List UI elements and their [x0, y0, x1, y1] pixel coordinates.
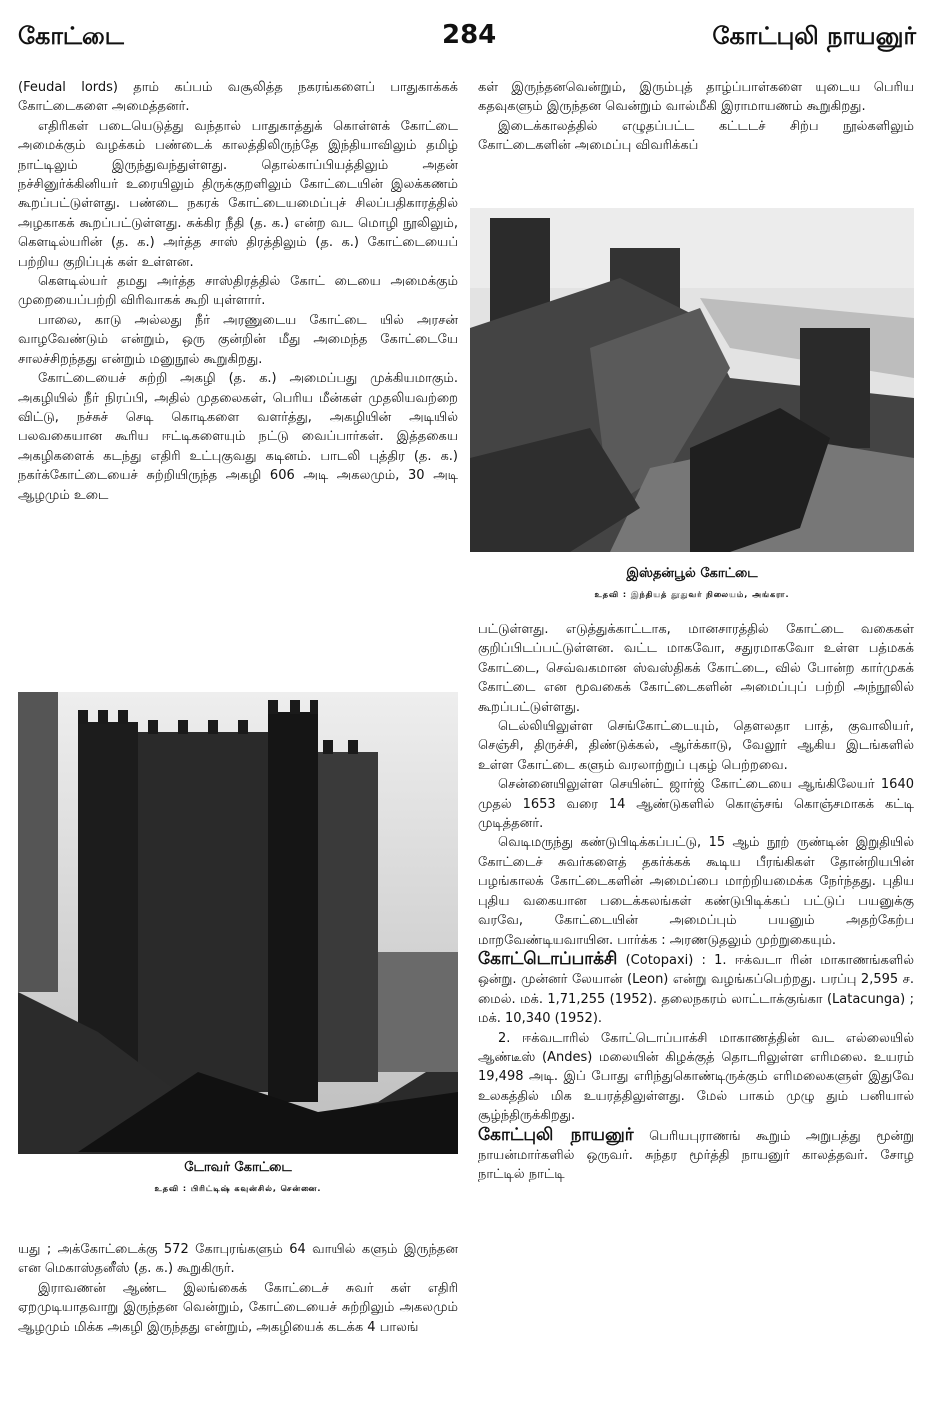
dover-photo-caption: டோவர் கோட்டை — [184, 1160, 292, 1175]
istanbul-castle-photo — [470, 208, 914, 552]
paragraph: சென்னையிலுள்ள செயின்ட் ஜார்ஜ் கோட்டையை ஆங்கிலேயர் 1640 முதல் 1653 வரை 14 ஆண்டுகளில் கொஞ்சங் கொஞ்சமாகக் கட்டி முடித்தனர். — [478, 777, 914, 832]
paragraph: எதிரிகள் படையெடுத்து வந்தால் பாதுகாத்துக் கொள்ளக் கோட்டை அமைக்கும் வழக்கம் பண்டைக் காலத்திலிருந்தே இந்தியாவிலும் தமிழ் நாட்டிலும் இருந்துவந்துள்ளது. தொல்காப்பியத்திலும் அதன் நச்சினுர்க்கினியர் உரையிலும் திருக்குறளிலும் கோட்டையின் இலக்கணம் கூறப்பட்டுள்ளது. பண்டை நகரக் கோட்டையமைப்புச் சிலப்பதிகாரத்தில் அழகாகக் கூறப்பட்டுள்ளது. சுக்கிர நீதி (த. க.) என்ற வட மொழி நூலிலும், கௌடில்யரின் (த. க.) அர்த்த சாஸ் திரத்திலும் (த. க.) கோட்டையைப் பற்றிய குறிப்புக் கள் உள்ளன. — [18, 118, 458, 270]
running-head-right: கோட்புலி நாயனுர் — [712, 22, 916, 50]
paragraph: கள் இருந்தனவென்றும், இரும்புத் தாழ்ப்பாள்களை யுடைய பெரிய கதவுகளும் இருந்தன வென்றும் வால்மீகி இராமாயணம் கூறுகிறது. — [478, 80, 914, 115]
paragraph: பாலை, காடு அல்லது நீர் அரணுடைய கோட்டை யில் அரசன் வாழவேண்டும் என்றும், ஒரு குன்றின் மீது அமைந்த கோட்டையே சாலச்சிறந்தது என்றும் மனுநூல் கூறுகிறது. — [18, 312, 458, 367]
istanbul-photo-credit: உதவி : இந்தியத் தூதுவர் நிலையம், அங்கரா. — [594, 590, 790, 599]
kotpuli-entry — [478, 1126, 914, 1185]
castle-illustration — [18, 692, 458, 1154]
cotopaxi-text-2: 2. ஈக்வடாரில் கோட்டொப்பாக்சி மாகாணத்தின் வட எல்லையில் ஆண்டீஸ் (Andes) மலையின் கிழக்குத் தொடரிலுள்ள எரிமலை. உயரம் 19,498 அடி. இப் போது எரிந்துகொண்டிருக்கும் எரிமலைகளுள் இதுவே உலகத்தில் மிக உயரத்திலுள்ளது. மேல் பாகம் முழு தும் பனியால் சூழ்ந்திருக்கிறது. — [478, 1030, 914, 1124]
left-column-bottom-text — [18, 1240, 458, 1337]
castle-illustration — [470, 208, 914, 552]
right-column-top-text — [478, 78, 914, 156]
dover-castle-photo — [18, 692, 458, 1154]
kotpuli-headword: கோட்புலி நாயனுர் — [478, 1124, 634, 1145]
page-number: 284 — [442, 20, 497, 50]
istanbul-photo-caption: இஸ்தன்பூல் கோட்டை — [626, 566, 758, 581]
paragraph: இடைக்காலத்தில் எழுதப்பட்ட கட்டடச் சிற்ப நூல்களிலும் கோட்டைகளின் அமைப்பு விவரிக்கப் — [478, 118, 914, 154]
cotopaxi-entry — [478, 950, 914, 1029]
running-head-left: கோட்டை — [18, 22, 124, 50]
right-column-bottom-text — [478, 620, 914, 1185]
paragraph: இராவணன் ஆண்ட இலங்கைக் கோட்டைச் சுவர் கள் எதிரி ஏறமுடியாதவாறு இருந்தன வென்றும், கோட்டையைச் சுற்றிலும் அகலமும் ஆழமும் மிக்க அகழி இருந்தது என்றும், அகழியைக் கடக்க 4 பாலங் — [18, 1280, 458, 1335]
paragraph: கோட்டையைச் சுற்றி அகழி (த. க.) அமைப்பது முக்கியமாகும். அகழியில் நீர் நிரப்பி, அதில் முதலைகள், பெரிய மீன்கள் முதலியவற்றை விட்டு, நச்சுச் செடி கொடிகளை வளர்த்து, அகழியின் அடியில் பலவகையான கூரிய ஈட்டிகளையும் நட்டு வைப்பார்கள். இத்தகைய அகழிகளைக் கடந்து எதிரி உட்புகுவது கடினம். பாடலி புத்திர (த. க.) நகர்க்கோட்டையைச் சுற்றியிருந்த அகழி 606 அடி அகலமும், 30 அடி ஆழமும் உடை — [18, 371, 458, 503]
cotopaxi-headword: கோட்டொப்பாக்சி — [478, 948, 618, 969]
dover-photo-credit: உதவி : பிரிட்டிஷ் கவுன்சில், சென்னை. — [154, 1184, 322, 1193]
kotpuli-text: பெரியபுராணங் கூறும் அறுபத்து மூன்று நாயன்மார்களில் ஒருவர். சுந்தர மூர்த்தி நாயனுர் காலத்தவர். சோழ நாட்டில் நாட்டி — [478, 1128, 914, 1183]
paragraph: கௌடில்யர் தமது அர்த்த சாஸ்திரத்தில் கோட் டையை அமைக்கும் முறையைப்பற்றி விரிவாகக் கூறி யுள்ளார். — [18, 274, 458, 309]
paragraph: வெடிமருந்து கண்டுபிடிக்கப்பட்டு, 15 ஆம் நூற் ருண்டின் இறுதியில் கோட்டைச் சுவர்களைத் தகர்க்கக் கூடிய பீரங்கிகள் தோன்றியபின் பழங்காலக் கோட்டைகளின் அமைப்பை மாற்றியமைக்க நேர்ந்தது. புதிய புதிய வகையான படைக்கலங்கள் கண்டுபிடிக்கப் பட்டுப் பயனுக்கு வரவே, கோட்டையின் அமைப்பும் பயனும் அதற்கேற்ப மாறவேண்டியவாயின. பார்க்க : அரணடுதலும் முற்றுகையும். — [478, 835, 914, 948]
cotopaxi-text-1: (Cotopaxi) : 1. ஈக்வடா ரின் மாகாணங்களில் ஒன்று. முன்னர் லேயான் (Leon) என்று வழங்கப்பெற்றது. பரப்பு 2,595 ச. மைல். மக். 1,71,255 (1952). தலைநகரம் லாட்டாக்குங்கா (Latacunga) ; மக். 10,340 (1952). — [478, 952, 914, 1027]
left-column-top-text — [18, 78, 458, 505]
paragraph: பட்டுள்ளது. எடுத்துக்காட்டாக, மானசாரத்தில் கோட்டை வகைகள் குறிப்பிடப்பட்டுள்ளன. வட்ட மாகவோ, சதுரமாகவோ உள்ள பத்மகக் கோட்டை, செவ்வகமான ஸ்வஸ்திகக் கோட்டை, வில் போன்ற கார்முகக் கோட்டை என மூவகைக் கோட்டைகளின் அமைப்புப் பற்றி அந்நூலில் கூறப்பட்டுள்ளது. — [478, 622, 914, 715]
paragraph: டெல்லியிலுள்ள செங்கோட்டையும், தௌலதா பாத், குவாலியர், செஞ்சி, திருச்சி, திண்டுக்கல், ஆர்க்காடு, வேலூர் ஆகிய இடங்களில் உள்ள கோட்டை களும் வரலாற்றுப் புகழ் பெற்றவை. — [478, 719, 914, 773]
paragraph: (Feudal lords) தாம் கப்பம் வசூலித்த நகரங்களைப் பாதுகாக்கக் கோட்டைகளை அமைத்தனர். — [18, 80, 458, 115]
paragraph: யது ; அக்கோட்டைக்கு 572 கோபுரங்களும் 64 வாயில் களும் இருந்தன என மெகாஸ்தனீஸ் (த. க.) கூறுகிருர். — [18, 1242, 458, 1277]
